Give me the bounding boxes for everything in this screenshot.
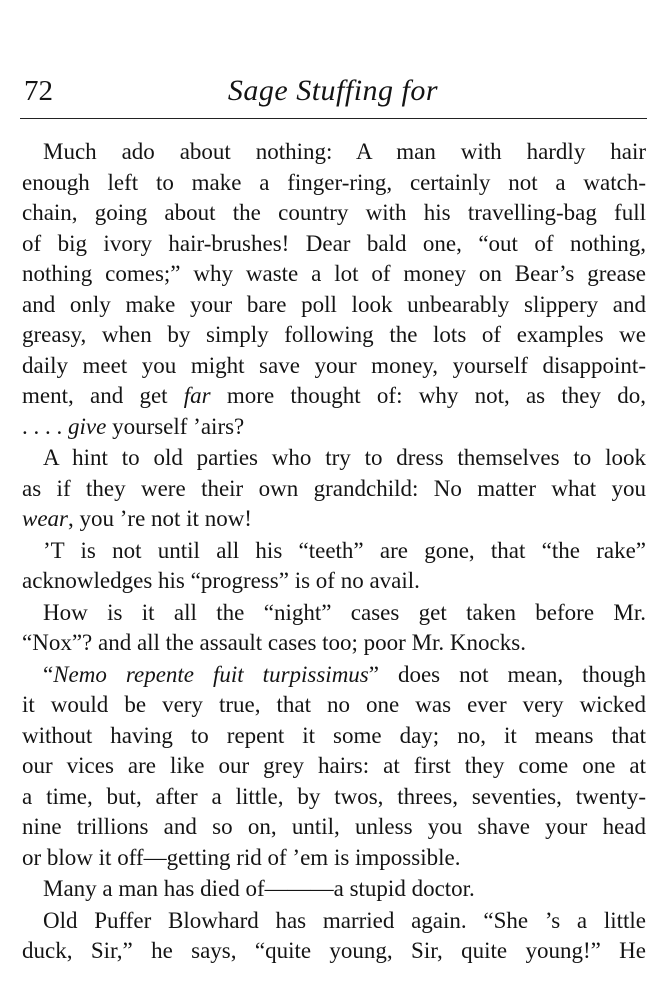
text-line [22,259,646,290]
text-run: or blow it off—getting rid of ’em is impossible. [22,844,461,870]
text-line [22,566,646,597]
text-run: ’T is not until all his “teeth” are gone, that “the rake” [43,537,646,563]
text-run: acknowledges his “progress” is of no avail. [22,568,420,593]
text-run: enough left to make a finger-ring, certainly not a watch- [22,169,646,195]
italic-text: far [183,383,211,408]
text-run: . . . . [22,413,68,439]
text-line [22,598,646,629]
italic-text: give [68,413,107,439]
text-line [22,137,646,168]
text-run: ” does not mean, though [368,661,646,687]
text-line [22,874,646,905]
text-run: Much ado about nothing: A man with hardly hair [43,139,646,164]
body-text [22,137,646,967]
text-line [22,628,646,659]
header-rule [20,118,647,119]
text-line [22,504,646,535]
text-run: our vices are like our grey hairs: at first they come one at [22,753,646,778]
text-line [22,351,646,382]
text-run: nine trillions and so on, until, unless you shave your head [22,814,646,839]
text-line [22,751,646,782]
text-line [22,198,646,229]
text-line [22,936,646,967]
text-line [22,782,646,813]
text-line [22,168,646,199]
text-line [22,474,646,505]
text-run: a time, but, after a little, by twos, threes, seventies, twenty- [22,783,646,809]
text-run: ment, and get [22,383,184,408]
text-line [22,290,646,321]
text-run: without having to repent it some day; no, it means that [22,722,646,748]
text-run: of big ivory hair-brushes! Dear bald one, “out of nothing, [22,230,646,256]
italic-text: wear [22,506,68,531]
text-line [22,320,646,351]
text-line [22,812,646,843]
italic-text: Nemo repente fuit turpissimus [53,661,369,687]
text-run: Old Puffer Blowhard has married again. “She ’s a little [43,907,646,933]
text-run: as if they were their own grandchild: No matter what you [22,475,646,501]
text-run: A hint to old parties who try to dress themselves to look [43,445,646,470]
text-line [22,906,646,937]
text-run: , you ’re not it now! [68,506,252,531]
text-line [22,843,646,874]
text-line [22,381,646,412]
text-run: it would be very true, that no one was ever very wicked [22,692,646,717]
text-line [22,660,646,691]
text-run: “Nox”? and all the assault cases too; poor Mr. Knocks. [22,630,526,655]
text-run: more thought of: why not, as they do, [210,383,646,408]
page-number: 72 [24,75,53,107]
text-run: and only make your bare poll look unbearably slippery and [22,291,646,317]
text-run: greasy, when by simply following the lots of examples we [22,322,646,347]
text-run: How is it all the “night” cases get taken before Mr. [43,599,646,625]
text-line [22,443,646,474]
text-run: yourself ’airs? [106,413,245,439]
text-line [22,412,646,443]
text-line [22,690,646,721]
running-title: Sage Stuffing for [227,74,439,107]
text-line [22,229,646,260]
text-run: duck, Sir,” he says, “quite young, Sir, quite young!” He [22,938,646,963]
text-run: Many a man has died of———a stupid doctor. [43,876,475,901]
text-run: daily meet you might save your money, yourself disappoint- [22,352,646,378]
page-header [22,72,644,114]
text-line [22,536,646,567]
text-line [22,721,646,752]
text-run: nothing comes;” why waste a lot of money on Bear’s grease [22,261,646,286]
text-run: chain, going about the country with his travelling-bag full [22,200,646,225]
text-run: “ [43,661,54,687]
